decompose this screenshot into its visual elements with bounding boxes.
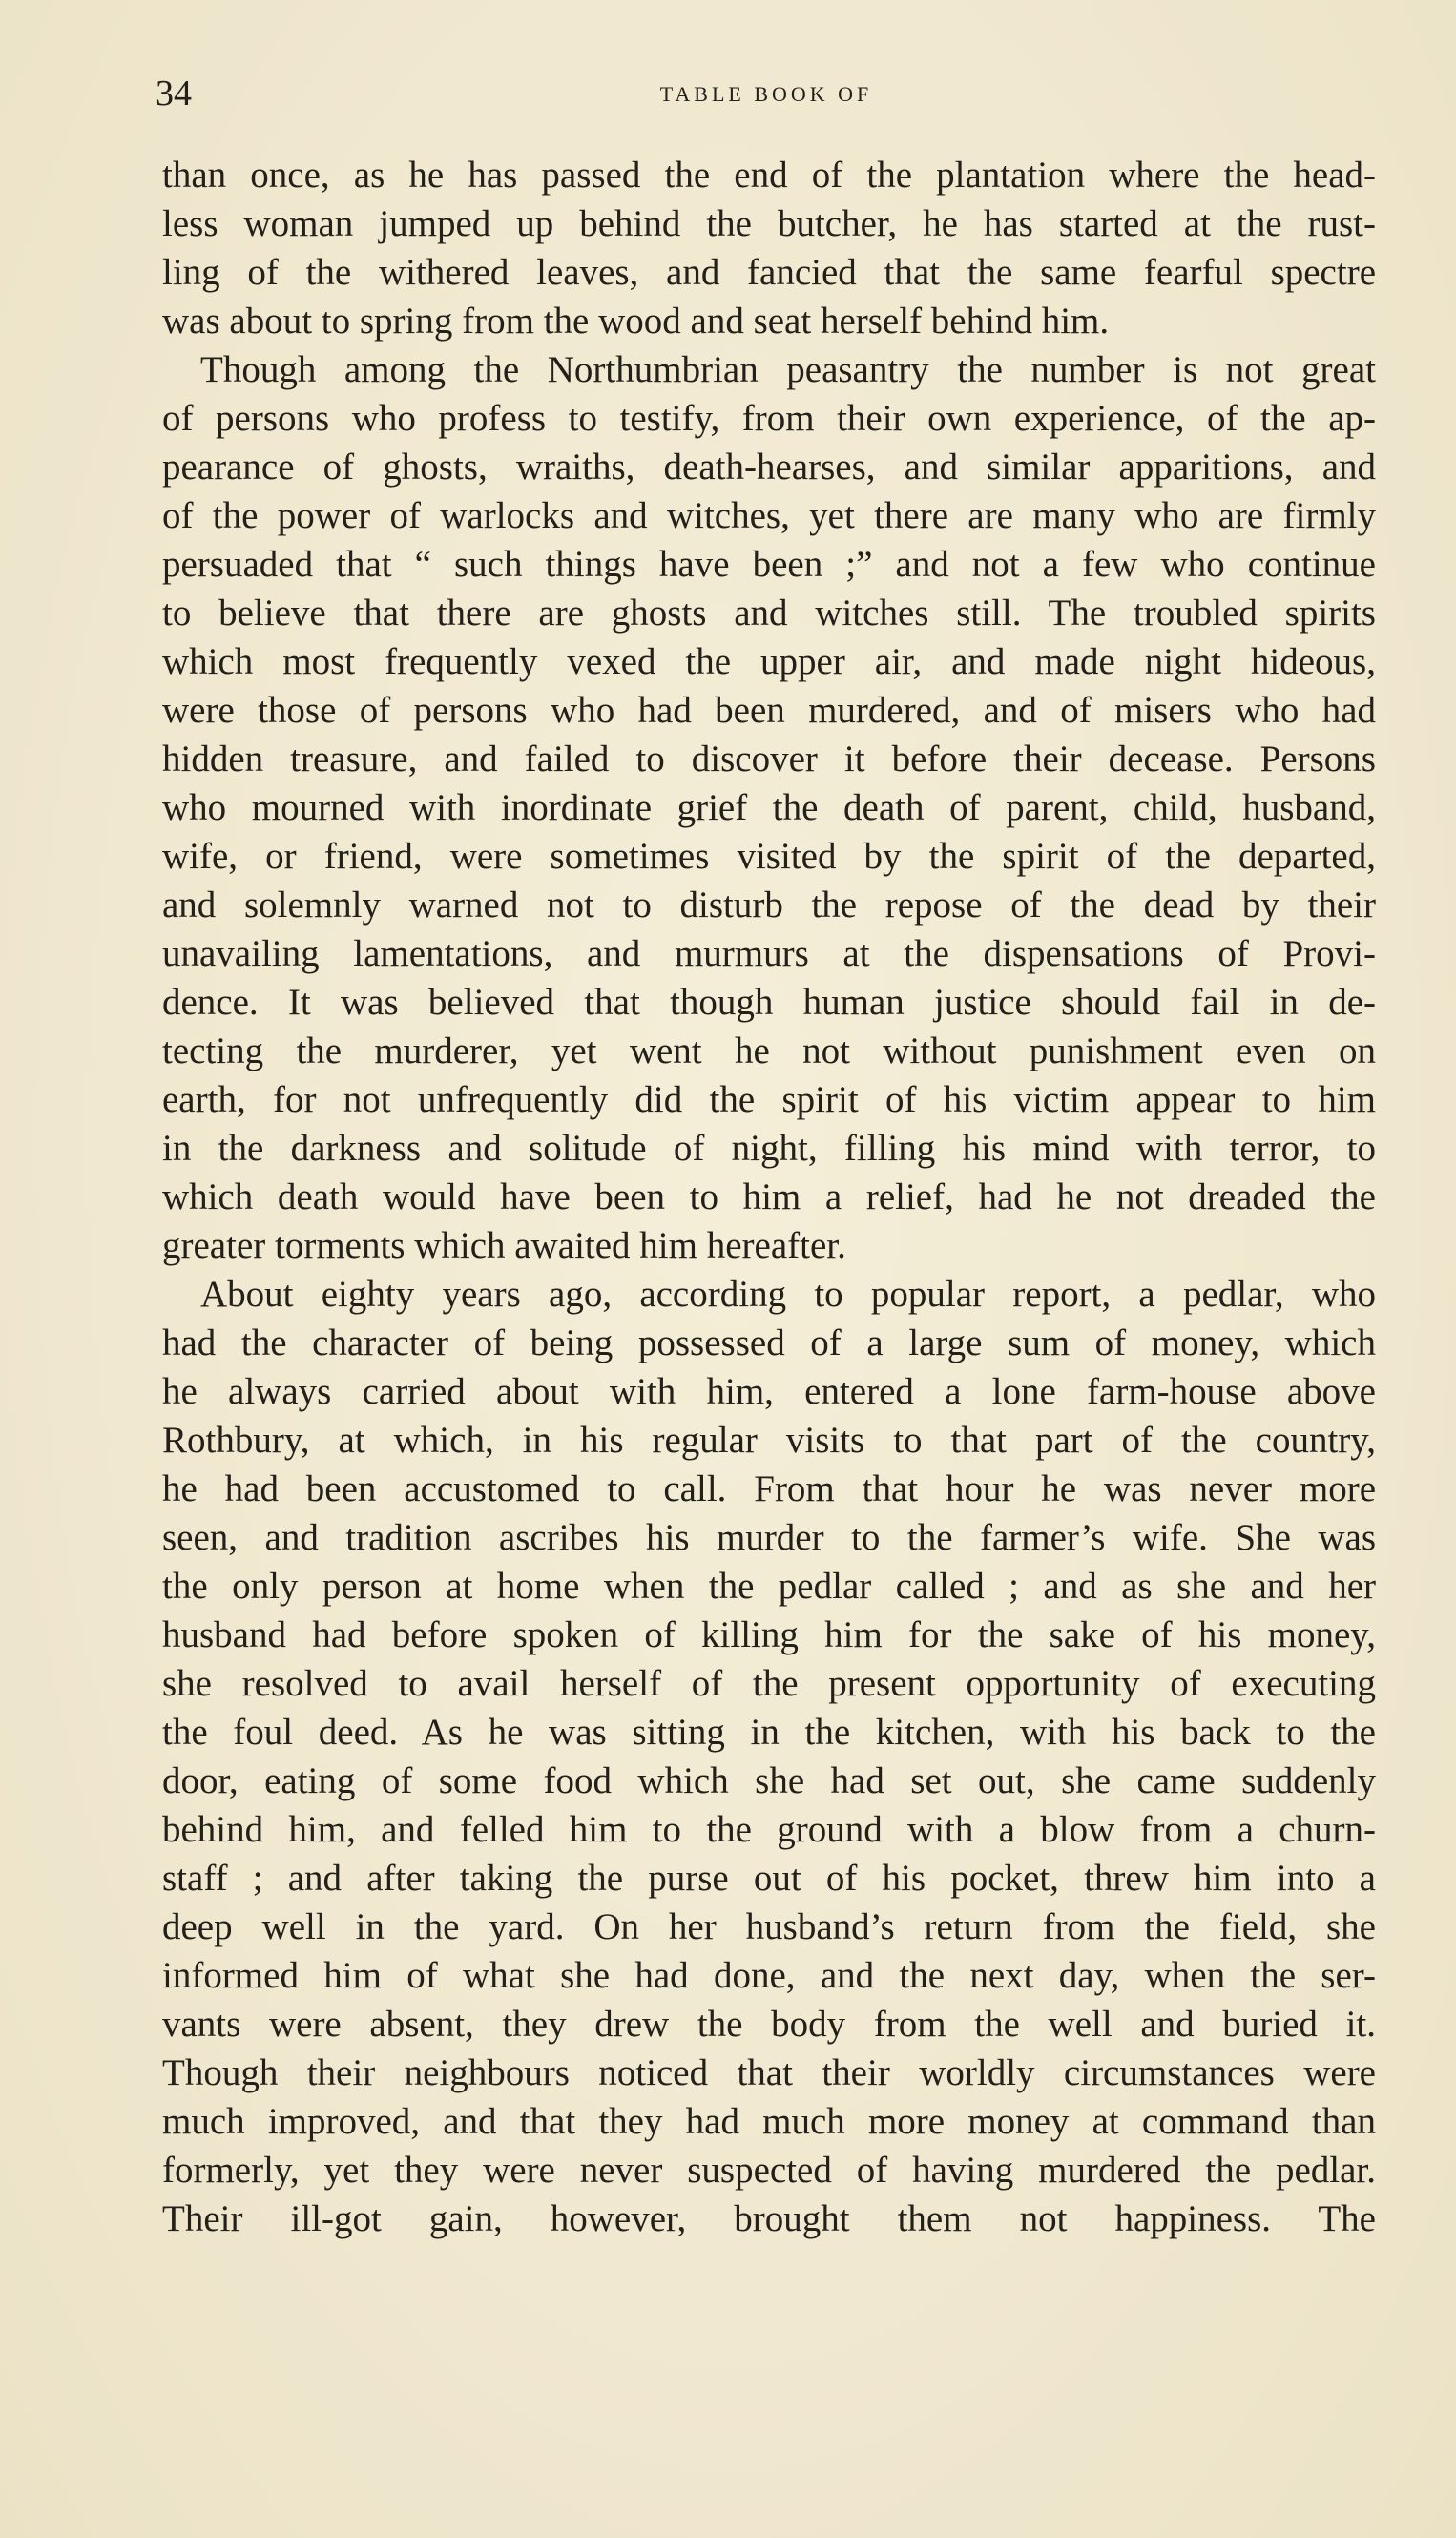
text-line: he always carried about with him, entered a lone farm-house above — [162, 1371, 1376, 1412]
text-line: she resolved to avail herself of the present opportunity of executing — [162, 1663, 1376, 1704]
text-line: Though among the Northumbrian peasantry the number is not great — [200, 349, 1376, 390]
text-line: who mourned with inordinate grief the death of parent, child, husband, — [162, 787, 1376, 828]
text-line: behind him, and felled him to the ground with a blow from a churn- — [162, 1809, 1376, 1850]
text-line: dence. It was believed that though human justice should fail in de- — [162, 982, 1376, 1023]
page-number: 34 — [156, 73, 192, 114]
text-line: unavailing lamentations, and murmurs at the dispensations of Provi- — [162, 933, 1376, 974]
text-line: deep well in the yard. On her husband’s return from the field, she — [162, 1906, 1376, 1947]
text-line: the only person at home when the pedlar called ; and as she and her — [162, 1566, 1376, 1607]
text-line: informed him of what she had done, and the next day, when the ser- — [162, 1955, 1376, 1996]
text-line: greater torments which awaited him hereafter. — [162, 1225, 846, 1266]
text-line: was about to spring from the wood and seat herself behind him. — [162, 301, 1110, 342]
text-line: in the darkness and solitude of night, filling his mind with terror, to — [162, 1128, 1376, 1169]
text-line: hidden treasure, and failed to discover it before their decease. Persons — [162, 739, 1376, 780]
text-line: Rothbury, at which, in his regular visits to that part of the country, — [162, 1420, 1376, 1461]
text-line: of persons who profess to testify, from their own experience, of the ap- — [162, 398, 1376, 439]
text-line: were those of persons who had been murdered, and of misers who had — [162, 690, 1376, 731]
text-line: which most frequently vexed the upper air, and made night hideous, — [162, 641, 1376, 682]
text-line: he had been accustomed to call. From that hour he was never more — [162, 1468, 1376, 1509]
running-title: TABLE BOOK OF — [659, 82, 873, 106]
text-line: Their ill-got gain, however, brought them not happiness. The — [162, 2198, 1376, 2239]
text-line: and solemnly warned not to disturb the repose of the dead by their — [162, 884, 1376, 926]
text-line: About eighty years ago, according to popular report, a pedlar, who — [200, 1274, 1376, 1315]
text-line: persuaded that “ such things have been ;” and not a few who continue — [162, 544, 1376, 585]
text-line: had the character of being possessed of a large sum of money, which — [162, 1322, 1376, 1363]
text-line: Though their neighbours noticed that their worldly circumstances were — [162, 2052, 1376, 2093]
text-line: husband had before spoken of killing him for the sake of his money, — [162, 1614, 1376, 1655]
body-text — [162, 151, 1376, 2243]
text-line: which death would have been to him a relief, had he not dreaded the — [162, 1176, 1376, 1217]
text-line: pearance of ghosts, wraiths, death-hearses, and similar apparitions, and — [162, 447, 1376, 488]
text-line: ling of the withered leaves, and fancied that the same fearful spectre — [162, 252, 1376, 293]
text-line: earth, for not unfrequently did the spirit of his victim appear to him — [162, 1079, 1376, 1120]
text-line: of the power of warlocks and witches, yet there are many who are firmly — [162, 495, 1376, 536]
text-line: tecting the murderer, yet went he not without punishment even on — [162, 1030, 1376, 1071]
text-line: much improved, and that they had much more money at command than — [162, 2101, 1376, 2142]
text-line: less woman jumped up behind the butcher, he has started at the rust- — [162, 203, 1376, 244]
text-line: formerly, yet they were never suspected of having murdered the pedlar. — [162, 2150, 1376, 2191]
text-line: the foul deed. As he was sitting in the kitchen, with his back to the — [162, 1712, 1376, 1753]
text-line: to believe that there are ghosts and witches still. The troubled spirits — [162, 593, 1376, 634]
text-line: seen, and tradition ascribes his murder to the farmer’s wife. She was — [162, 1517, 1376, 1558]
text-line: staff ; and after taking the purse out of his pocket, threw him into a — [162, 1858, 1376, 1899]
running-head — [156, 74, 1377, 113]
text-line: wife, or friend, were sometimes visited by the spirit of the departed, — [162, 836, 1376, 877]
text-line: door, eating of some food which she had set out, she came suddenly — [162, 1760, 1376, 1801]
text-line: vants were absent, they drew the body from the well and buried it. — [162, 2004, 1376, 2045]
text-line: than once, as he has passed the end of the plantation where the head- — [162, 155, 1376, 196]
